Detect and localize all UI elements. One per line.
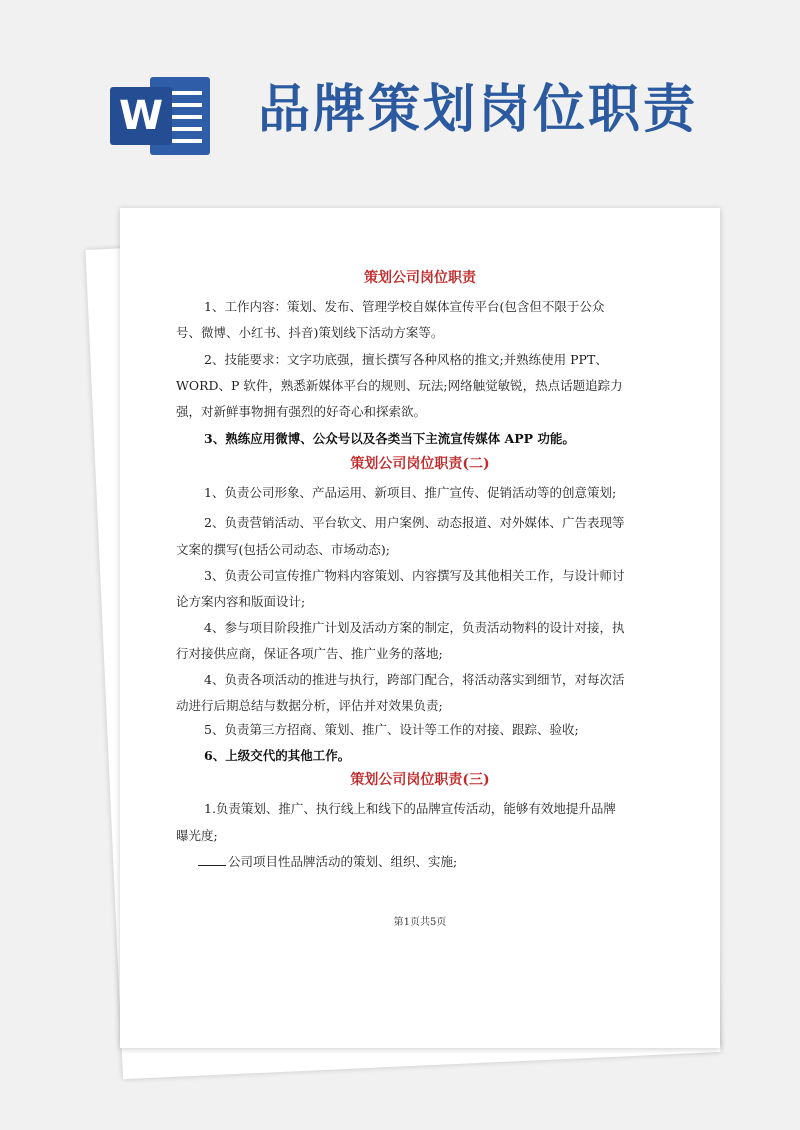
paragraph-line: 2、技能要求：文字功底强，擅长撰写各种风格的推文;并熟练使用 PPT、 <box>204 352 608 367</box>
paragraph-line <box>198 853 457 871</box>
paragraph-line: 1、负责公司形象、产品运用、新项目、推广宣传、促销活动等的创意策划; <box>204 485 617 500</box>
banner-title: 品牌策划岗位职责 <box>258 80 699 140</box>
paragraph-line: 4、负责各项活动的推进与执行，跨部门配合，将活动落实到细节，对每次活 <box>204 672 625 687</box>
word-letter-icon: W <box>110 87 172 145</box>
banner <box>0 0 800 210</box>
paragraph-line: 3、熟练应用微博、公众号以及各类当下主流宣传媒体 APP 功能。 <box>204 431 575 446</box>
document-page <box>120 208 720 1048</box>
paragraph-line: 号、微博、小红书、抖音)策划线下活动方案等。 <box>176 325 444 340</box>
document-content <box>120 208 720 1048</box>
paragraph-line: 1、工作内容：策划、发布、管理学校自媒体宣传平台(包含但不限于公众 <box>204 299 605 314</box>
section-heading-1: 策划公司岗位职责 <box>364 270 476 286</box>
paragraph-line-text: 公司项目性品牌活动的策划、组织、实施; <box>228 854 458 869</box>
word-document-icon <box>110 75 212 157</box>
paragraph-line: 文案的撰写(包括公司动态、市场动态); <box>176 542 390 557</box>
paragraph-line: 1.负责策划、推广、执行线上和线下的品牌宣传活动，能够有效地提升品牌 <box>204 801 616 816</box>
paragraph-line: 2、负责营销活动、平台软文、用户案例、动态报道、对外媒体、广告表现等 <box>204 515 625 530</box>
paragraph-line: 动进行后期总结与数据分析，评估并对效果负责; <box>176 698 443 713</box>
paragraph-line: 曝光度; <box>176 828 218 843</box>
fill-in-blank <box>198 853 226 866</box>
page-footer: 第1页共5页 <box>393 917 447 928</box>
paragraph-line: 行对接供应商，保证各项广告、推广业务的落地; <box>176 646 443 661</box>
paragraph-line: 强，对新鲜事物拥有强烈的好奇心和探索欲。 <box>176 404 427 419</box>
paragraph-line: 5、负责第三方招商、策划、推广、设计等工作的对接、跟踪、验收; <box>204 722 579 737</box>
section-heading-2: 策划公司岗位职责(二) <box>350 456 490 472</box>
paragraph-line: 论方案内容和版面设计; <box>176 594 306 609</box>
paragraph-line: WORD、P 软件，熟悉新媒体平台的规则、玩法;网络触觉敏锐，热点话题追踪力 <box>176 378 623 393</box>
paragraph-line: 3、负责公司宣传推广物料内容策划、内容撰写及其他相关工作，与设计师讨 <box>204 568 625 583</box>
paragraph-line: 4、参与项目阶段推广计划及活动方案的制定，负责活动物料的设计对接，执 <box>204 620 625 635</box>
section-heading-3: 策划公司岗位职责(三) <box>350 772 490 788</box>
paragraph-line: 6、上级交代的其他工作。 <box>204 748 351 763</box>
